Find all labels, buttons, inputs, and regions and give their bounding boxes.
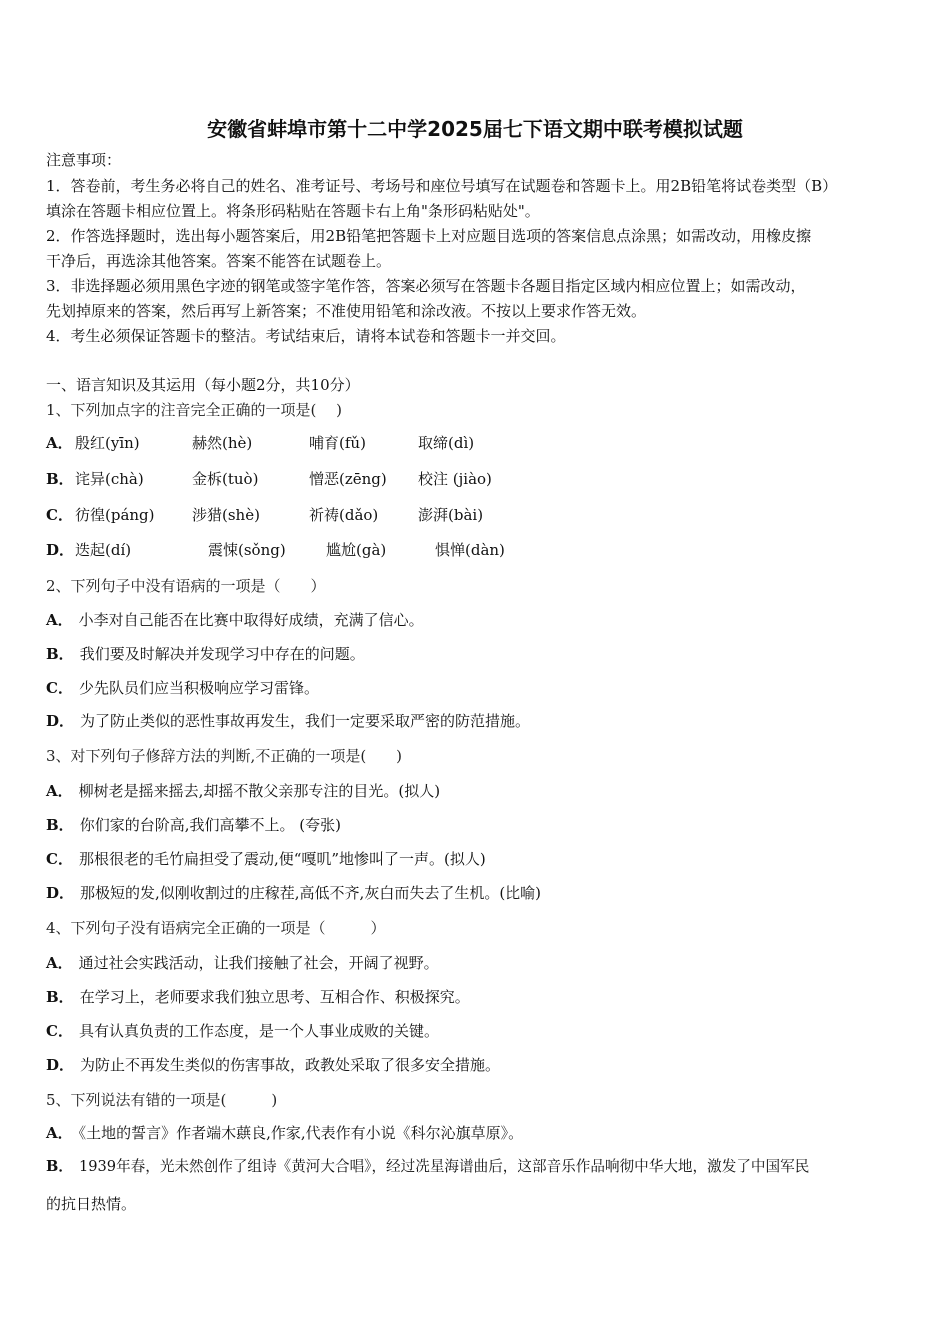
notice-line: 干净后，再选涂其他答案。答案不能答在试题卷上。 [46, 252, 392, 270]
option-item: 赫然(hè) [192, 434, 253, 452]
q5-option-b [46, 1157, 809, 1177]
option-label: A． [46, 954, 73, 972]
notice-line: 3．非选择题必须用黑色字迹的钢笔或签字笔作答，答案必须写在答题卡各题目指定区域内相应位置上；如需改动， [46, 277, 806, 295]
option-item: 取缔(dì) [418, 434, 475, 452]
option-text: 你们家的台阶高,我们高攀不上。 (夸张) [79, 816, 341, 834]
option-label: D． [46, 541, 75, 559]
q5-option-b-continuation: 的抗日热情。 [46, 1195, 137, 1213]
option-label: B． [46, 1158, 73, 1175]
option-text: 少先队员们应当积极响应学习雷锋。 [78, 679, 319, 697]
option-label: C． [46, 506, 73, 524]
q2-option-a [46, 610, 424, 630]
option-text: 为防止不再发生类似的伤害事故，政教处采取了很多安全措施。 [80, 1056, 501, 1074]
option-label: C． [46, 679, 73, 697]
option-text: 《土地的誓言》作者端木蕻良,作家,代表作有小说《科尔沁旗草原》。 [78, 1124, 524, 1142]
option-label: B． [46, 988, 74, 1006]
option-item: 涉猎(shè) [192, 506, 260, 524]
option-item: 彷徨(páng) [75, 506, 155, 524]
q3-option-b [46, 815, 341, 835]
question-1-stem: 1、下列加点字的注音完全正确的一项是( ) [46, 401, 343, 419]
q3-option-a [46, 781, 440, 801]
option-text: 在学习上，老师要求我们独立思考、互相合作、积极探究。 [79, 988, 470, 1006]
option-item: 震悚(sǒng) [208, 541, 286, 559]
notice-line: 1．答卷前，考生务必将自己的姓名、准考证号、考场号和座位号填写在试题卷和答题卡上。用2B铅笔将试卷类型（B） [46, 177, 838, 195]
option-text: 具有认真负责的工作态度，是一个人事业成败的关键。 [78, 1022, 439, 1040]
question-4-stem: 4、下列句子没有语病完全正确的一项是（ ） [46, 919, 386, 937]
q2-option-d [46, 711, 530, 731]
option-item: 澎湃(bài) [418, 506, 484, 524]
notice-line: 填涂在答题卡相应位置上。将条形码粘贴在答题卡右上角"条形码粘贴处"。 [46, 202, 540, 220]
q4-option-b [46, 987, 470, 1007]
option-item: 憎恶(zēng) [309, 470, 387, 488]
notice-line: 先划掉原来的答案，然后再写上新答案；不准使用铅笔和涂改液。不按以上要求作答无效。 [46, 302, 647, 320]
notice-line: 2．作答选择题时，选出每小题答案后，用2B铅笔把答题卡上对应题目选项的答案信息点涂黑；如需改动，用橡皮擦 [46, 227, 812, 245]
option-item: 哺育(fǔ) [309, 434, 366, 452]
option-text: 小李对自己能否在比赛中取得好成绩，充满了信心。 [78, 611, 424, 629]
option-label: A． [46, 611, 73, 629]
option-item: 尴尬(gà) [326, 541, 387, 559]
option-label: A． [46, 782, 73, 800]
option-label: B． [46, 645, 74, 663]
option-label: C． [46, 850, 73, 868]
option-label: D． [46, 712, 75, 730]
notice-heading: 注意事项： [46, 151, 122, 169]
option-item: 诧异(chà) [75, 470, 144, 488]
option-label: B． [46, 816, 74, 834]
q4-option-c [46, 1021, 439, 1041]
q1-option-d [46, 540, 646, 560]
option-label: C． [46, 1022, 73, 1040]
q2-option-c [46, 678, 319, 698]
option-item: 惧惮(dàn) [435, 541, 505, 559]
q2-option-b [46, 644, 365, 664]
q3-option-c [46, 849, 486, 869]
option-label: D． [46, 884, 75, 902]
option-item: 祈祷(dǎo) [309, 506, 379, 524]
q4-option-d [46, 1055, 500, 1075]
option-text: 通过社会实践活动，让我们接触了社会，开阔了视野。 [78, 954, 439, 972]
q5-option-a [46, 1123, 523, 1143]
section-heading: 一、语言知识及其运用（每小题2分，共10分） [46, 376, 360, 394]
notice-line: 4．考生必须保证答题卡的整洁。考试结束后，请将本试卷和答题卡一并交回。 [46, 327, 566, 345]
q4-option-a [46, 953, 439, 973]
option-label: D． [46, 1056, 75, 1074]
q1-option-b [46, 469, 646, 489]
q1-option-a [46, 433, 646, 453]
option-item: 迭起(dí) [75, 541, 132, 559]
option-text: 那根很老的毛竹扁担受了震动,便“嘎叽”地惨叫了一声。(拟人) [78, 850, 486, 868]
option-item: 金柝(tuò) [192, 470, 259, 488]
option-label: A． [46, 434, 73, 452]
q3-option-d [46, 883, 541, 903]
question-2-stem: 2、下列句子中没有语病的一项是（ ） [46, 577, 326, 595]
question-5-stem: 5、下列说法有错的一项是( ) [46, 1091, 278, 1109]
option-text: 柳树老是摇来摇去,却摇不散父亲那专注的目光。(拟人) [78, 782, 441, 800]
option-text: 我们要及时解决并发现学习中存在的问题。 [79, 645, 365, 663]
option-text: 那极短的发,似刚收割过的庄稼茬,高低不齐,灰白而失去了生机。(比喻) [80, 884, 542, 902]
q1-option-c [46, 505, 646, 525]
page-title: 安徽省蚌埠市第十二中学2025届七下语文期中联考模拟试题 [207, 117, 743, 141]
option-item: 殷红(yīn) [75, 434, 140, 452]
option-label: B． [46, 470, 74, 488]
option-item: 校注 (jiào) [418, 470, 492, 488]
option-label: A． [46, 1124, 73, 1142]
option-text: 1939年春，光未然创作了组诗《黄河大合唱》，经过冼星海谱曲后，这部音乐作品响彻中华大地，激发了中国军民 [78, 1158, 810, 1175]
option-text: 为了防止类似的恶性事故再发生，我们一定要采取严密的防范措施。 [80, 712, 531, 730]
question-3-stem: 3、对下列句子修辞方法的判断,不正确的一项是( ) [46, 747, 403, 765]
